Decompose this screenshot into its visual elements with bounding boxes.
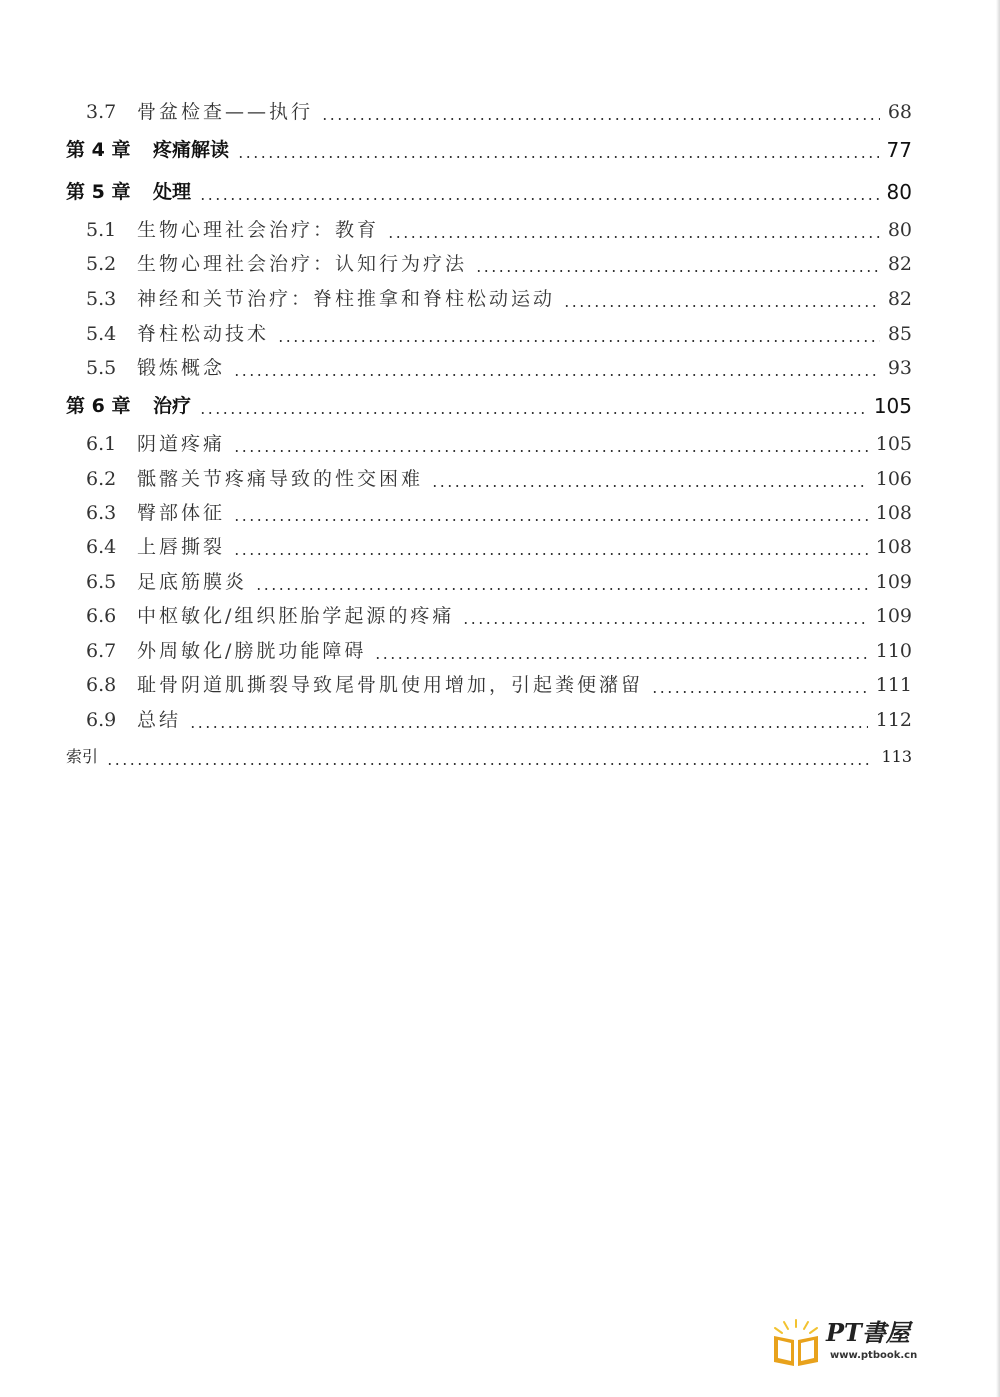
dot-leader bbox=[462, 622, 868, 624]
section-title: 锻炼概念 bbox=[137, 353, 231, 383]
section-number: 5.4 bbox=[86, 319, 116, 349]
section-title: 足底筋膜炎 bbox=[137, 567, 253, 597]
toc-entry[interactable] bbox=[0, 97, 912, 127]
section-title: 臀部体征 bbox=[137, 498, 231, 528]
dot-leader bbox=[233, 374, 880, 376]
section-number: 5.5 bbox=[86, 353, 116, 383]
chapter-number: 第 4 章 bbox=[66, 135, 130, 165]
page-number: 82 bbox=[882, 284, 912, 314]
dot-leader bbox=[106, 763, 873, 765]
page-number: 80 bbox=[881, 177, 912, 207]
page-number: 105 bbox=[868, 391, 912, 421]
dot-leader bbox=[475, 270, 880, 272]
section-title: 中枢敏化/组织胚胎学起源的疼痛 bbox=[137, 601, 460, 631]
toc-entry[interactable] bbox=[0, 284, 912, 314]
index-title: 索引 bbox=[66, 742, 104, 772]
section-number: 5.1 bbox=[86, 215, 116, 245]
toc-entry[interactable] bbox=[0, 742, 912, 772]
section-number: 3.7 bbox=[86, 97, 116, 127]
toc-entry[interactable] bbox=[0, 353, 912, 383]
logo-url: www.ptbook.cn bbox=[830, 1350, 918, 1361]
chapter-title: 处理 bbox=[153, 177, 197, 207]
dot-leader bbox=[387, 236, 880, 238]
dot-leader bbox=[255, 588, 868, 590]
dot-leader bbox=[651, 691, 868, 693]
toc-entry[interactable] bbox=[0, 705, 912, 735]
dot-leader bbox=[233, 553, 868, 555]
section-number: 6.2 bbox=[86, 464, 116, 494]
toc-entry[interactable] bbox=[0, 464, 912, 494]
section-title: 外周敏化/膀胱功能障碍 bbox=[137, 636, 372, 666]
dot-leader bbox=[233, 450, 868, 452]
page-number: 80 bbox=[882, 215, 912, 245]
dot-leader bbox=[233, 519, 868, 521]
section-title: 上唇撕裂 bbox=[137, 532, 231, 562]
toc-entry[interactable] bbox=[0, 249, 912, 279]
dot-leader bbox=[199, 198, 879, 200]
logo-name: PT書屋 bbox=[826, 1318, 910, 1347]
page-number: 105 bbox=[870, 429, 912, 459]
page-number: 109 bbox=[870, 601, 912, 631]
chapter-title: 疼痛解读 bbox=[153, 135, 235, 165]
page-number: 82 bbox=[882, 249, 912, 279]
section-title: 骶髂关节疼痛导致的性交困难 bbox=[137, 464, 429, 494]
publisher-logo bbox=[770, 1318, 930, 1368]
toc-entry[interactable] bbox=[0, 567, 912, 597]
toc-entry[interactable] bbox=[0, 532, 912, 562]
toc-entry[interactable] bbox=[0, 636, 912, 666]
page-number: 110 bbox=[870, 636, 912, 666]
page-number: 109 bbox=[870, 567, 912, 597]
section-title: 总结 bbox=[137, 705, 187, 735]
chapter-number: 第 5 章 bbox=[66, 177, 130, 207]
section-title: 阴道疼痛 bbox=[137, 429, 231, 459]
dot-leader bbox=[431, 485, 868, 487]
page-number: 68 bbox=[882, 97, 912, 127]
section-number: 5.3 bbox=[86, 284, 116, 314]
page-edge-shadow bbox=[996, 0, 1000, 1397]
toc-entry[interactable] bbox=[0, 319, 912, 349]
section-title: 骨盆检查——执行 bbox=[137, 97, 319, 127]
section-title: 神经和关节治疗：脊柱推拿和脊柱松动运动 bbox=[137, 284, 561, 314]
dot-leader bbox=[563, 305, 880, 307]
toc-entry[interactable] bbox=[0, 429, 912, 459]
section-title: 脊柱松动技术 bbox=[137, 319, 275, 349]
toc-entry[interactable] bbox=[0, 215, 912, 245]
section-number: 6.1 bbox=[86, 429, 116, 459]
section-number: 6.9 bbox=[86, 705, 116, 735]
page-number: 93 bbox=[882, 353, 912, 383]
page-number: 106 bbox=[870, 464, 912, 494]
toc-entry[interactable] bbox=[0, 391, 912, 421]
section-number: 6.6 bbox=[86, 601, 116, 631]
toc-entry[interactable] bbox=[0, 670, 912, 700]
dot-leader bbox=[321, 118, 880, 120]
page-number: 85 bbox=[882, 319, 912, 349]
page-number: 113 bbox=[875, 742, 912, 772]
toc-entry[interactable] bbox=[0, 601, 912, 631]
section-number: 6.5 bbox=[86, 567, 116, 597]
section-number: 6.3 bbox=[86, 498, 116, 528]
section-title: 生物心理社会治疗：认知行为疗法 bbox=[137, 249, 473, 279]
chapter-title: 治疗 bbox=[153, 391, 197, 421]
toc-entry[interactable] bbox=[0, 177, 912, 207]
chapter-number: 第 6 章 bbox=[66, 391, 130, 421]
dot-leader bbox=[199, 412, 866, 414]
toc-entry[interactable] bbox=[0, 135, 912, 165]
open-book-icon bbox=[770, 1318, 822, 1368]
section-title: 生物心理社会治疗：教育 bbox=[137, 215, 385, 245]
page-number: 108 bbox=[870, 498, 912, 528]
section-number: 6.7 bbox=[86, 636, 116, 666]
dot-leader bbox=[374, 657, 868, 659]
dot-leader bbox=[277, 340, 880, 342]
section-number: 6.8 bbox=[86, 670, 116, 700]
page-number: 108 bbox=[870, 532, 912, 562]
page-number: 111 bbox=[870, 670, 912, 700]
toc-entry[interactable] bbox=[0, 498, 912, 528]
section-number: 6.4 bbox=[86, 532, 116, 562]
page-number: 77 bbox=[881, 135, 912, 165]
page-number: 112 bbox=[870, 705, 912, 735]
dot-leader bbox=[189, 726, 868, 728]
section-title: 耻骨阴道肌撕裂导致尾骨肌使用增加，引起粪便潴留 bbox=[137, 670, 649, 700]
section-number: 5.2 bbox=[86, 249, 116, 279]
dot-leader bbox=[237, 156, 879, 158]
